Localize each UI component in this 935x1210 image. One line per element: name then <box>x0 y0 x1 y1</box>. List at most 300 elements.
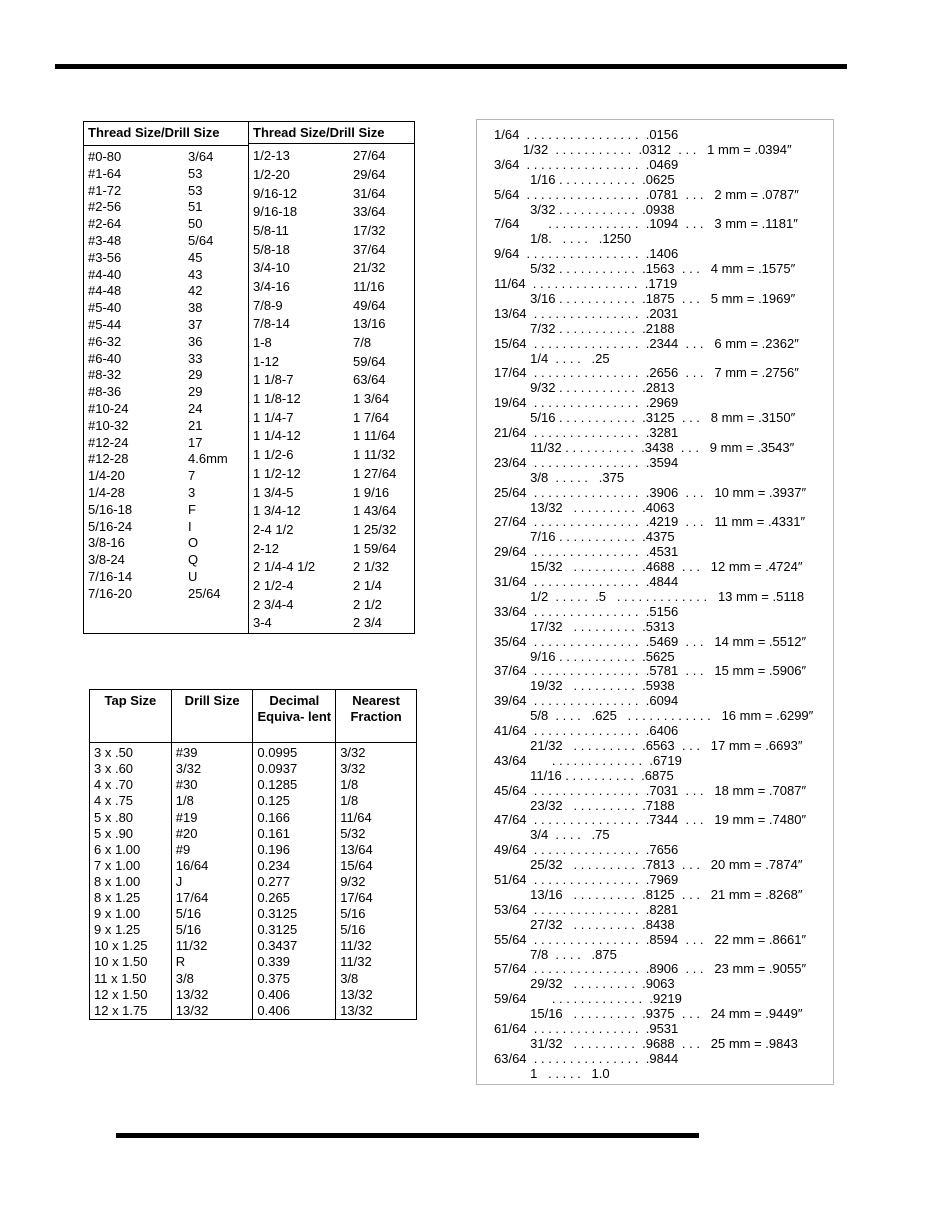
decimal-equivalent-cell: 0.277 <box>253 874 336 890</box>
conversion-line: 49/64 . . . . . . . . . . . . . . . .7656 <box>494 842 679 858</box>
conversion-line: 29/64 . . . . . . . . . . . . . . . .4531 <box>494 544 679 560</box>
drill-size-cell: I <box>188 518 192 534</box>
thread-size-cell: #5-44 <box>88 316 122 332</box>
conversion-line: 1 . . . . . 1.0 <box>494 1065 610 1081</box>
table-row <box>84 485 248 502</box>
table-row <box>84 351 248 368</box>
conversion-line: 41/64 . . . . . . . . . . . . . . . .6406 <box>494 723 679 738</box>
drill-size-cell: 59/64 <box>353 353 386 369</box>
conversion-line: 25/64 . . . . . . . . . . . . . . . .3906 . . . 10 mm = .3937″ <box>494 484 807 500</box>
table-row <box>249 185 414 204</box>
thread-size-cell: 1 1/8-7 <box>253 372 294 388</box>
nearest-fraction-cell: 13/64 <box>336 842 417 858</box>
decimal-equivalent-cell: 0.3125 <box>253 906 336 922</box>
drill-size-cell: 5/16 <box>171 906 253 922</box>
drill-size-header: Drill Size <box>171 690 253 743</box>
nearest-fraction-cell: 17/64 <box>336 890 417 906</box>
drill-size-cell: 36 <box>188 333 203 349</box>
nearest-fraction-cell: 3/32 <box>336 761 417 777</box>
conversion-line: 43/64 . . . . . . . . . . . . . .6719 <box>494 752 682 768</box>
nearest-fraction-header: Nearest Fraction <box>336 690 417 743</box>
conversion-line: 51/64 . . . . . . . . . . . . . . . .7969 <box>494 872 679 887</box>
drill-size-cell: 37 <box>188 316 203 332</box>
thread-size-cell: #12-24 <box>88 434 129 450</box>
table-row <box>84 233 248 250</box>
thread-size-cell: 1/2-20 <box>253 166 290 182</box>
thread-size-cell: #0-80 <box>88 149 122 164</box>
thread-size-cell: 2 3/4-4 <box>253 596 294 612</box>
drill-size-cell: 27/64 <box>353 148 386 164</box>
table-row <box>90 874 417 890</box>
drill-size-cell: 21 <box>188 417 203 433</box>
drill-size-cell: 3/32 <box>171 761 253 777</box>
drill-size-cell: 29 <box>188 367 203 383</box>
table-row <box>84 149 248 166</box>
drill-size-cell: 1 9/16 <box>353 484 390 500</box>
thread-table-left-column <box>84 122 249 633</box>
thread-size-cell: #10-24 <box>88 400 129 416</box>
table-row <box>84 300 248 317</box>
drill-size-cell: 51 <box>188 199 203 215</box>
conversion-line: 15/32 . . . . . . . . . .4688 . . . 12 mm = .4724″ <box>494 559 803 575</box>
bottom-rule <box>116 1133 699 1138</box>
conversion-line: 17/64 . . . . . . . . . . . . . . . .2656 . . . 7 mm = .2756″ <box>494 365 799 381</box>
table-row <box>84 384 248 401</box>
decimal-equivalent-cell: 0.406 <box>253 1003 336 1020</box>
tap-size-cell: 10 x 1.25 <box>90 938 172 954</box>
tap-size-cell: 6 x 1.00 <box>90 842 172 858</box>
conversion-line: 1/64 . . . . . . . . . . . . . . . . .0156 <box>494 127 679 142</box>
table-row <box>249 315 414 334</box>
conversion-line: 3/16 . . . . . . . . . . . .1875 . . . 5 mm = .1969″ <box>494 290 796 306</box>
table-row <box>249 241 414 260</box>
thread-size-cell: 7/8-9 <box>253 297 283 313</box>
thread-size-cell: #6-32 <box>88 333 122 349</box>
thread-size-cell: #8-36 <box>88 384 122 400</box>
thread-size-cell: #1-72 <box>88 182 122 198</box>
drill-size-cell: 1 59/64 <box>353 540 397 556</box>
drill-size-cell: 4.6mm <box>188 451 228 467</box>
drill-size-cell: #20 <box>171 826 253 842</box>
drill-size-cell: #30 <box>171 777 253 793</box>
drill-size-cell: 16/64 <box>171 858 253 874</box>
table-row <box>249 427 414 446</box>
table-row <box>84 451 248 468</box>
conversion-line: 13/64 . . . . . . . . . . . . . . . .2031 <box>494 305 679 321</box>
drill-size-cell: 1/8 <box>171 793 253 809</box>
conversion-line: 39/64 . . . . . . . . . . . . . . . .6094 <box>494 693 679 709</box>
drill-size-cell: #39 <box>171 743 253 762</box>
tap-size-header: Tap Size <box>90 690 172 743</box>
thread-size-cell: #12-28 <box>88 451 129 467</box>
thread-size-cell: 1 1/2-6 <box>253 447 294 463</box>
nearest-fraction-cell: 3/32 <box>336 743 417 762</box>
drill-size-cell: 50 <box>188 216 203 232</box>
conversion-line: 5/16 . . . . . . . . . . . .3125 . . . 8 mm = .3150″ <box>494 410 796 426</box>
table-row <box>249 259 414 278</box>
table-row <box>90 826 417 842</box>
table-row <box>90 1003 417 1020</box>
thread-table-header-left: Thread Size/Drill Size <box>84 122 248 146</box>
table-row <box>84 267 248 284</box>
tap-size-cell: 11 x 1.50 <box>90 971 172 987</box>
table-row <box>90 858 417 874</box>
table-row <box>249 558 414 577</box>
thread-size-cell: 1-8 <box>253 335 272 350</box>
drill-size-cell: R <box>171 954 253 970</box>
drill-size-cell: 13/16 <box>353 316 386 332</box>
drill-size-cell: 1 43/64 <box>353 503 397 519</box>
drill-size-cell: 24 <box>188 400 203 416</box>
thread-size-cell: 5/8-18 <box>253 241 290 257</box>
thread-table-header-right: Thread Size/Drill Size <box>249 122 414 144</box>
conversion-line: 5/64 . . . . . . . . . . . . . . . . .0781 . . . 2 mm = .0787″ <box>494 186 799 202</box>
drill-size-cell: 2 1/4 <box>353 577 382 593</box>
table-row <box>84 317 248 334</box>
conversion-line: 3/8 . . . . . .375 <box>494 469 625 485</box>
table-row <box>249 484 414 503</box>
decimal-equivalent-cell: 0.265 <box>253 890 336 906</box>
conversion-line: 45/64 . . . . . . . . . . . . . . . .7031 . . . 18 mm = .7087″ <box>494 782 807 798</box>
conversion-line: 1/2 . . . . . .5 . . . . . . . . . . . . . 13 mm = .5118 <box>494 588 805 604</box>
decimal-equivalent-cell: 0.375 <box>253 971 336 987</box>
conversion-line: 3/4 . . . . .75 <box>494 827 610 843</box>
drill-size-cell: 53 <box>188 165 203 181</box>
tap-size-cell: 9 x 1.25 <box>90 922 172 938</box>
decimal-equivalent-cell: 0.339 <box>253 954 336 970</box>
nearest-fraction-cell: 15/64 <box>336 858 417 874</box>
conversion-line: 31/64 . . . . . . . . . . . . . . . .4844 <box>494 574 679 589</box>
thread-size-cell: 1 1/4-7 <box>253 409 294 425</box>
conversion-line: 21/64 . . . . . . . . . . . . . . . .3281 <box>494 425 679 440</box>
conversion-line: 13/16 . . . . . . . . . .8125 . . . 21 mm = .8268″ <box>494 886 803 902</box>
thread-size-cell: 7/16-20 <box>88 585 133 601</box>
table-row <box>249 334 414 353</box>
thread-size-cell: 2 1/2-4 <box>253 577 294 593</box>
conversion-line: 15/16 . . . . . . . . . .9375 . . . 24 mm = .9449″ <box>494 1006 803 1022</box>
thread-size-cell: 5/8-11 <box>253 222 289 238</box>
thread-size-cell: 3/4-16 <box>253 278 290 294</box>
table-row <box>84 183 248 200</box>
table-row <box>84 435 248 452</box>
drill-size-cell: F <box>188 501 196 517</box>
tap-size-cell: 4 x .75 <box>90 793 172 809</box>
thread-size-cell: 1 1/2-12 <box>253 465 301 481</box>
thread-size-cell: #5-40 <box>88 300 122 316</box>
drill-size-cell: 21/32 <box>353 260 386 276</box>
decimal-equivalent-header: Decimal Equiva- lent <box>253 690 336 743</box>
thread-size-cell: #4-48 <box>88 283 122 299</box>
table-row <box>249 502 414 521</box>
drill-size-cell: 1 27/64 <box>353 465 397 481</box>
conversion-line: 11/32 . . . . . . . . . . .3438 . . . 9 mm = .3543″ <box>494 439 795 455</box>
conversion-line: 27/32 . . . . . . . . . .8438 <box>494 916 675 932</box>
nearest-fraction-cell: 5/16 <box>336 922 417 938</box>
thread-size-cell: #10-32 <box>88 417 129 433</box>
tap-size-cell: 5 x .90 <box>90 826 172 842</box>
thread-drill-table <box>83 121 415 634</box>
conversion-line: 1/8. . . . . .1250 <box>494 231 632 247</box>
conversion-line: 19/64 . . . . . . . . . . . . . . . .2969 <box>494 395 679 411</box>
table-row <box>84 283 248 300</box>
table-row <box>90 793 417 809</box>
conversion-line: 21/32 . . . . . . . . . .6563 . . . 17 mm = .6693″ <box>494 737 803 753</box>
table-row <box>90 810 417 826</box>
tap-size-cell: 12 x 1.75 <box>90 1003 172 1020</box>
table-row <box>84 367 248 384</box>
tap-size-cell: 7 x 1.00 <box>90 858 172 874</box>
fraction-decimal-mm-chart <box>476 119 834 1085</box>
table-row <box>249 446 414 465</box>
nearest-fraction-cell: 11/64 <box>336 810 417 826</box>
thread-size-cell: 1 1/4-12 <box>253 428 301 444</box>
conversion-line: 53/64 . . . . . . . . . . . . . . . .8281 <box>494 901 679 917</box>
conversion-line: 5/8 . . . . .625 . . . . . . . . . . . . 16 mm = .6299″ <box>494 708 814 724</box>
table-row <box>249 596 414 615</box>
drill-size-cell: 49/64 <box>353 297 386 313</box>
conversion-line: 7/32 . . . . . . . . . . . .2188 <box>494 320 675 336</box>
drill-size-cell: 25/64 <box>188 585 221 601</box>
nearest-fraction-cell: 11/32 <box>336 954 417 970</box>
table-row <box>84 535 248 552</box>
conversion-line: 5/32 . . . . . . . . . . . .1563 . . . 4 mm = .1575″ <box>494 261 796 277</box>
nearest-fraction-cell: 5/32 <box>336 826 417 842</box>
table-row <box>90 987 417 1003</box>
table-row <box>84 418 248 435</box>
decimal-equivalent-cell: 0.3437 <box>253 938 336 954</box>
drill-size-cell: 38 <box>188 300 203 316</box>
drill-size-cell: 33 <box>188 350 203 366</box>
thread-table-left-body <box>84 146 248 603</box>
table-row <box>84 519 248 536</box>
conversion-line: 31/32 . . . . . . . . . .9688 . . . 25 mm = .9843 <box>494 1035 798 1051</box>
drill-size-cell: 11/16 <box>353 278 385 294</box>
drill-size-cell: 42 <box>188 283 203 299</box>
decimal-equivalent-cell: 0.234 <box>253 858 336 874</box>
table-row <box>249 203 414 222</box>
table-row <box>90 922 417 938</box>
nearest-fraction-cell: 13/32 <box>336 987 417 1003</box>
decimal-equivalent-cell: 0.161 <box>253 826 336 842</box>
nearest-fraction-cell: 9/32 <box>336 874 417 890</box>
drill-size-cell: 2 1/32 <box>353 559 390 575</box>
drill-size-cell: 7/8 <box>353 335 372 350</box>
drill-size-cell: 17 <box>188 434 203 450</box>
thread-size-cell: #1-64 <box>88 165 122 181</box>
tap-size-cell: 3 x .60 <box>90 761 172 777</box>
conversion-line: 27/64 . . . . . . . . . . . . . . . .4219 . . . 11 mm = .4331″ <box>494 514 806 530</box>
drill-size-cell: 2 1/2 <box>353 596 382 612</box>
drill-size-cell: 3/8 <box>171 971 253 987</box>
drill-size-cell: 29 <box>188 384 203 400</box>
conversion-line: 7/8 . . . . .875 <box>494 946 617 962</box>
tap-size-cell: 8 x 1.25 <box>90 890 172 906</box>
table-row <box>90 906 417 922</box>
tap-size-cell: 10 x 1.50 <box>90 954 172 970</box>
thread-size-cell: 5/16-18 <box>88 501 133 517</box>
table-row <box>249 147 414 166</box>
table-row <box>249 540 414 559</box>
table-row <box>90 842 417 858</box>
drill-size-cell: 43 <box>188 266 203 282</box>
nearest-fraction-cell: 5/16 <box>336 906 417 922</box>
conversion-line: 9/32 . . . . . . . . . . . .2813 <box>494 380 675 396</box>
decimal-equivalent-cell: 0.1285 <box>253 777 336 793</box>
table-row <box>90 743 417 762</box>
table-row <box>249 409 414 428</box>
conversion-line: 37/64 . . . . . . . . . . . . . . . .5781 . . . 15 mm = .5906″ <box>494 663 807 679</box>
drill-size-cell: 53 <box>188 182 203 198</box>
thread-table-right-column <box>249 122 414 633</box>
thread-size-cell: #4-40 <box>88 266 122 282</box>
decimal-equivalent-cell: 0.0937 <box>253 761 336 777</box>
table-row <box>249 166 414 185</box>
thread-size-cell: 1/2-13 <box>253 148 290 164</box>
conversion-line: 3/32 . . . . . . . . . . . .0938 <box>494 201 675 217</box>
thread-size-cell: 3/8-24 <box>88 552 125 568</box>
tap-drill-table <box>89 689 417 1020</box>
drill-size-cell: 1 25/32 <box>353 521 397 537</box>
conversion-line: 9/64 . . . . . . . . . . . . . . . . .1406 <box>494 246 679 262</box>
decimal-equivalent-cell: 0.406 <box>253 987 336 1003</box>
table-row <box>249 465 414 484</box>
conversion-line: 63/64 . . . . . . . . . . . . . . . .9844 <box>494 1050 679 1066</box>
thread-size-cell: 9/16-12 <box>253 185 298 201</box>
table-row <box>84 401 248 418</box>
tap-size-cell: 5 x .80 <box>90 810 172 826</box>
table-row <box>84 552 248 569</box>
conversion-line: 23/32 . . . . . . . . . .7188 <box>494 797 675 813</box>
drill-size-cell: 5/64 <box>188 232 214 248</box>
table-row <box>249 521 414 540</box>
thread-size-cell: #6-40 <box>88 350 122 366</box>
thread-size-cell: 3-4 <box>253 615 272 631</box>
thread-size-cell: #2-56 <box>88 199 122 215</box>
table-row <box>249 390 414 409</box>
thread-size-cell: #8-32 <box>88 367 122 383</box>
drill-size-cell: 3/64 <box>188 149 214 164</box>
drill-size-cell: 37/64 <box>353 241 386 257</box>
drill-size-cell: 3 <box>188 484 196 500</box>
conversion-line: 11/16 . . . . . . . . . . .6875 <box>494 767 674 783</box>
nearest-fraction-cell: 1/8 <box>336 793 417 809</box>
drill-size-cell: 11/32 <box>171 938 253 954</box>
table-row <box>84 166 248 183</box>
thread-size-cell: 3/8-16 <box>88 535 125 551</box>
thread-size-cell: #3-48 <box>88 232 122 248</box>
thread-size-cell: 2 1/4-4 1/2 <box>253 559 316 575</box>
nearest-fraction-cell: 3/8 <box>336 971 417 987</box>
tap-table-header-row <box>90 690 417 743</box>
tap-size-cell: 4 x .70 <box>90 777 172 793</box>
drill-size-cell: 1 3/64 <box>353 391 390 407</box>
drill-size-cell: #9 <box>171 842 253 858</box>
conversion-line: 15/64 . . . . . . . . . . . . . . . .2344 . . . 6 mm = .2362″ <box>494 335 799 351</box>
drill-size-cell: 13/32 <box>171 1003 253 1020</box>
tap-size-cell: 8 x 1.00 <box>90 874 172 890</box>
tap-size-cell: 9 x 1.00 <box>90 906 172 922</box>
drill-size-cell: U <box>188 568 198 584</box>
table-row <box>90 777 417 793</box>
thread-size-cell: 1/4-28 <box>88 484 125 500</box>
thread-size-cell: 1 3/4-12 <box>253 503 301 519</box>
thread-size-cell: 5/16-24 <box>88 518 133 534</box>
conversion-line: 1/16 . . . . . . . . . . . .0625 <box>494 171 675 187</box>
table-row <box>90 761 417 777</box>
drill-size-cell: 33/64 <box>353 204 386 220</box>
table-row <box>249 297 414 316</box>
thread-size-cell: 2-4 1/2 <box>253 521 294 537</box>
drill-size-cell: 31/64 <box>353 185 386 201</box>
conversion-line: 1/32 . . . . . . . . . . . .0312 . . . 1 mm = .0394″ <box>494 141 792 157</box>
thread-table-right-body <box>249 144 414 633</box>
conversion-line: 35/64 . . . . . . . . . . . . . . . .5469 . . . 14 mm = .5512″ <box>494 633 807 649</box>
conversion-line: 23/64 . . . . . . . . . . . . . . . .3594 <box>494 454 679 470</box>
decimal-equivalent-cell: 0.125 <box>253 793 336 809</box>
thread-size-cell: #3-56 <box>88 249 122 265</box>
table-row <box>249 614 414 633</box>
conversion-line: 29/32 . . . . . . . . . .9063 <box>494 976 675 992</box>
table-row <box>90 938 417 954</box>
table-row <box>90 971 417 987</box>
thread-size-cell: 1-12 <box>253 353 280 369</box>
top-rule <box>55 64 847 69</box>
conversion-line: 47/64 . . . . . . . . . . . . . . . .7344 . . . 19 mm = .7480″ <box>494 812 807 828</box>
conversion-line: 25/32 . . . . . . . . . .7813 . . . 20 mm = .7874″ <box>494 857 803 873</box>
drill-size-cell: 63/64 <box>353 372 386 388</box>
table-row <box>249 353 414 372</box>
table-row <box>84 569 248 586</box>
thread-size-cell: 1 3/4-5 <box>253 484 294 500</box>
conversion-line: 19/32 . . . . . . . . . .5938 <box>494 678 675 694</box>
nearest-fraction-cell: 13/32 <box>336 1003 417 1020</box>
drill-size-cell: O <box>188 535 199 551</box>
conversion-line: 3/64 . . . . . . . . . . . . . . . . .0469 <box>494 156 679 172</box>
conversion-line: 1/4 . . . . .25 <box>494 350 610 366</box>
tap-size-cell: 12 x 1.50 <box>90 987 172 1003</box>
drill-size-cell: 1 7/64 <box>353 409 390 425</box>
thread-size-cell: 7/16-14 <box>88 568 133 584</box>
drill-size-cell: 7 <box>188 468 196 484</box>
decimal-equivalent-cell: 0.196 <box>253 842 336 858</box>
conversion-line: 33/64 . . . . . . . . . . . . . . . .5156 <box>494 603 679 619</box>
drill-size-cell: 2 3/4 <box>353 615 382 631</box>
thread-size-cell: 1/4-20 <box>88 468 125 484</box>
thread-size-cell: 2-12 <box>253 540 280 556</box>
drill-size-cell: 13/32 <box>171 987 253 1003</box>
conversion-line: 61/64 . . . . . . . . . . . . . . . .9531 <box>494 1021 679 1036</box>
table-row <box>84 334 248 351</box>
table-row <box>90 890 417 906</box>
table-row <box>249 577 414 596</box>
conversion-line: 57/64 . . . . . . . . . . . . . . . .8906 . . . 23 mm = .9055″ <box>494 961 807 977</box>
drill-size-cell: 17/32 <box>353 222 386 238</box>
thread-size-cell: 9/16-18 <box>253 204 298 220</box>
thread-size-cell: 3/4-10 <box>253 260 290 276</box>
table-row <box>84 502 248 519</box>
nearest-fraction-cell: 11/32 <box>336 938 417 954</box>
conversion-line: 13/32 . . . . . . . . . .4063 <box>494 499 675 515</box>
table-row <box>84 216 248 233</box>
table-row <box>84 199 248 216</box>
drill-size-cell: 29/64 <box>353 166 386 182</box>
conversion-line: 9/16 . . . . . . . . . . . .5625 <box>494 648 675 664</box>
table-row <box>84 586 248 603</box>
drill-size-cell: Q <box>188 552 199 568</box>
nearest-fraction-cell: 1/8 <box>336 777 417 793</box>
drill-size-cell: 1 11/64 <box>353 428 396 444</box>
table-row <box>249 222 414 241</box>
